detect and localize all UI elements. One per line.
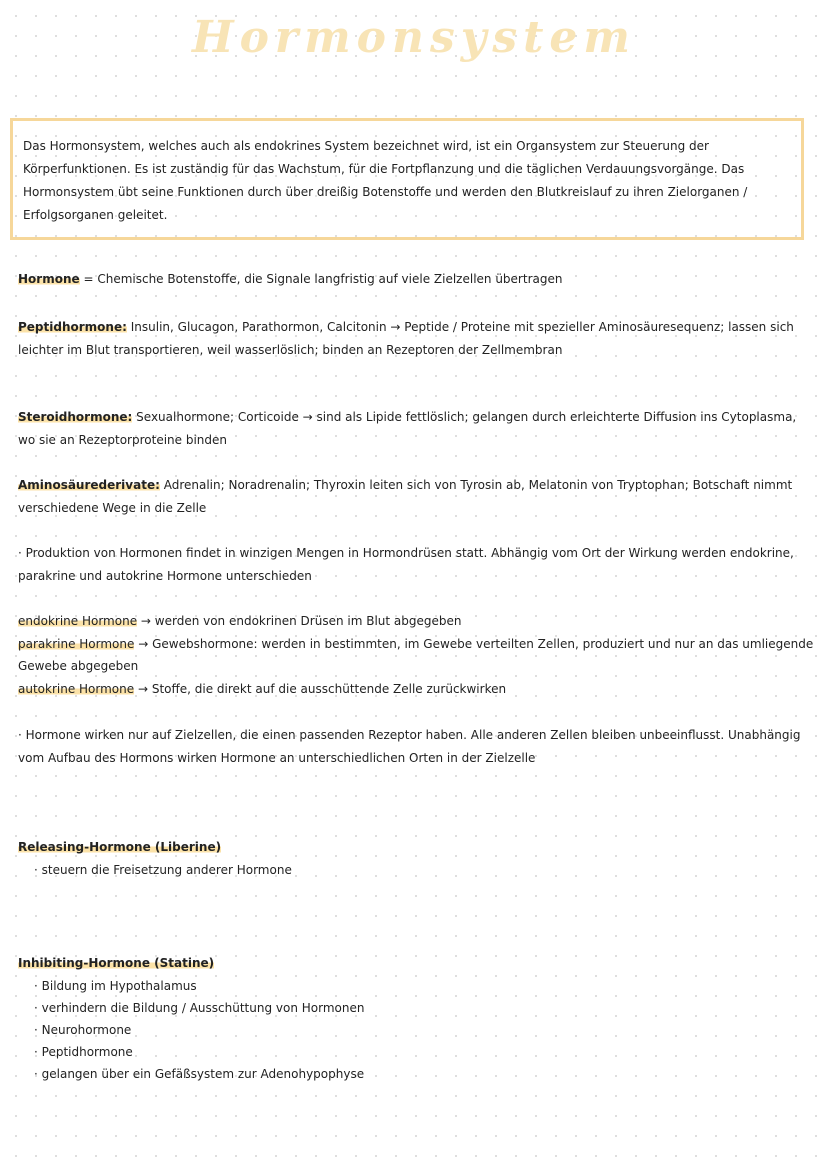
releasing-section — [18, 836, 814, 881]
type-text: → Stoffe, die direkt auf die ausschüttende Zelle zurückwirken — [137, 681, 507, 696]
receptor-text: · Hormone wirken nur auf Zielzellen, die einen passenden Rezeptor haben. Alle anderen Zellen bleiben unbeeinflusst. Unabhängig vom Aufbau des Hormons wirken Hormone an unterschiedlichen Orten in der Zielzelle — [18, 728, 801, 765]
type-term: endokrine Hormone — [18, 614, 138, 628]
list-item: · Peptidhormone — [34, 1041, 814, 1063]
type-endokrin — [18, 610, 814, 633]
definition — [18, 268, 814, 291]
type-text: → werden von endokrinen Drüsen im Blut abgegeben — [140, 614, 462, 628]
inhibiting-heading: Inhibiting-Hormone (Statine) — [18, 956, 215, 970]
peptid-term: Peptidhormone: — [18, 320, 127, 334]
list-item: · Neurohormone — [34, 1019, 814, 1041]
production-section — [18, 542, 814, 587]
definition-term: Hormone — [18, 272, 80, 286]
definition-text: = Chemische Botenstoffe, die Signale langfristig auf viele Zielzellen übertragen — [83, 272, 563, 286]
steroid-term: Steroidhormone: — [18, 410, 133, 424]
list-item: · gelangen über ein Gefäßsystem zur Adenohypophyse — [34, 1063, 814, 1085]
types-section — [18, 610, 814, 700]
releasing-heading: Releasing-Hormone (Liberine) — [18, 840, 222, 854]
list-item: · Bildung im Hypothalamus — [34, 975, 814, 997]
production-text: · Produktion von Hormonen findet in winzigen Mengen in Hormondrüsen statt. Abhängig vom Ort der Wirkung werden endokrine, parakrine und autokrine Hormone unterschieden — [18, 546, 794, 583]
type-autokrin — [18, 678, 814, 701]
amino-term: Aminosäurederivate: — [18, 478, 160, 492]
inhibiting-section — [18, 952, 814, 1085]
page-title: Hormonsystem — [192, 12, 636, 63]
list-item: · steuern die Freisetzung anderer Hormone — [34, 859, 814, 881]
peptid-text: Insulin, Glucagon, Parathormon, Calcitonin → Peptide / Proteine mit spezieller Aminosäuresequenz; lassen sich leichter im Blut transportieren, weil wasserlöslich; binden an Rezeptoren der Zellmembran — [18, 320, 794, 357]
peptid-section — [18, 316, 814, 361]
type-term: parakrine Hormone — [18, 636, 135, 651]
steroid-section — [18, 406, 814, 451]
amino-text: Adrenalin; Noradrenalin; Thyroxin leiten sich von Tyrosin ab, Melatonin von Tryptophan; Botschaft nimmt verschiedene Wege in die Zelle — [18, 478, 793, 515]
type-text: → Gewebshormone: werden in bestimmten, im Gewebe verteilten Zellen, produziert und nur an das umliegende Gewebe abgegeben — [18, 636, 814, 673]
intro-text: Das Hormonsystem, welches auch als endokrines System bezeichnet wird, ist ein Organsystem zur Steuerung der Körperfunktionen. Es ist zuständig für das Wachstum, für die Fortpflanzung und die täglichen Verdauungsvorgänge. Das Hormonsystem übt seine Funktionen durch über dreißig Botenstoffe und werden den Blutkreislauf zu ihren Zielorganen / Erfolgsorganen geleitet. — [23, 139, 748, 222]
type-term: autokrine Hormone — [18, 681, 135, 696]
steroid-text: Sexualhormone; Corticoide → sind als Lipide fettlöslich; gelangen durch erleichterte Diffusion ins Cytoplasma, wo sie an Rezeptorproteine binden — [18, 410, 797, 447]
amino-section — [18, 474, 814, 519]
list-item: · verhindern die Bildung / Ausschüttung von Hormonen — [34, 997, 814, 1019]
receptor-section — [18, 724, 814, 769]
type-parakrin — [18, 633, 814, 678]
intro-box — [10, 118, 804, 240]
